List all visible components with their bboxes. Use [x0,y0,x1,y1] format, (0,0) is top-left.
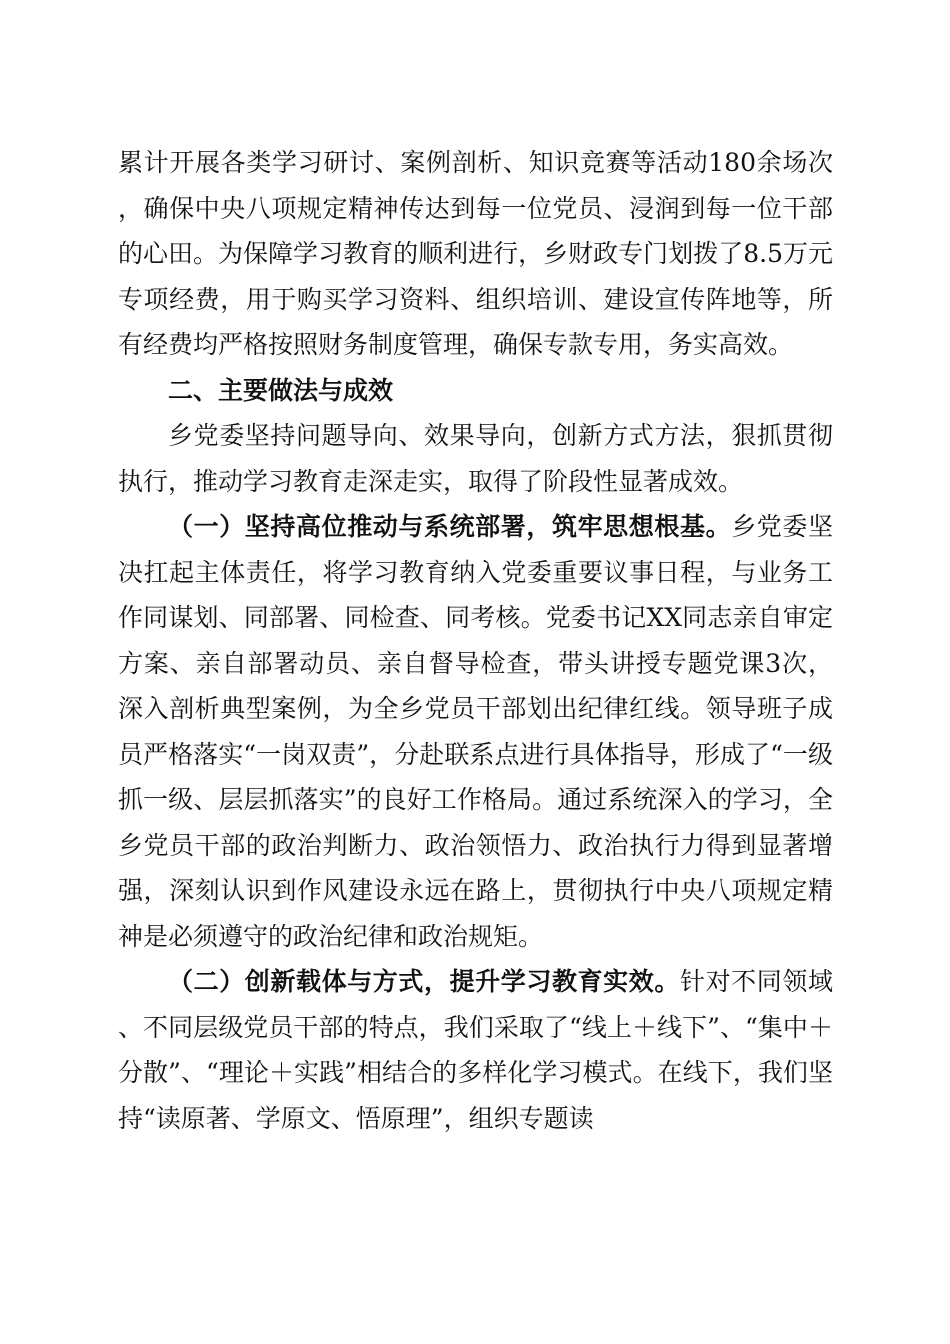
section-heading-text: 二、主要做法与成效 [168,375,394,405]
paragraph-text: 针对不同领域、不同层级党员干部的特点，我们采取了“线上＋线下”、“集中＋分散”、“理论＋实践”相结合的多样化学习模式。在线下，我们坚持“读原著、学原文、悟原理”，组织专题读 [118,967,833,1133]
subsection-title: （二）创新载体与方式，提升学习教育实效。 [168,967,680,996]
paragraph-continued [118,140,833,368]
paragraph-subsection-2 [118,959,833,1141]
paragraph-intro [118,413,833,504]
section-heading [118,368,833,414]
paragraph-subsection-1 [118,504,833,959]
paragraph-text: 乡党委坚持问题导向、效果导向，创新方式方法，狠抓贯彻执行，推动学习教育走深走实，取得了阶段性显著成效。 [118,421,833,496]
subsection-title: （一）坚持高位推动与系统部署，筑牢思想根基。 [168,512,732,541]
paragraph-text: 乡党委坚决扛起主体责任，将学习教育纳入党委重要议事日程，与业务工作同谋划、同部署、同检查、同考核。党委书记XX同志亲自审定方案、亲自部署动员、亲自督导检查，带头讲授专题党课3次，深入剖析典型案例，为全乡党员干部划出纪律红线。领导班子成员严格落实“一岗双责”，分赴联系点进行具体指导，形成了“一级抓一级、层层抓落实”的良好工作格局。通过系统深入的学习，全乡党员干部的政治判断力、政治领悟力、政治执行力得到显著增强，深刻认识到作风建设永远在路上，贯彻执行中央八项规定精神是必须遵守的政治纪律和政治规矩。 [118,512,833,951]
paragraph-text: 累计开展各类学习研讨、案例剖析、知识竞赛等活动180余场次，确保中央八项规定精神传达到每一位党员、浸润到每一位干部的心田。为保障学习教育的顺利进行，乡财政专门划拨了8.5万元专项经费，用于购买学习资料、组织培训、建设宣传阵地等，所有经费均严格按照财务制度管理，确保专款专用，务实高效。 [118,148,833,359]
document-body [118,140,833,1141]
